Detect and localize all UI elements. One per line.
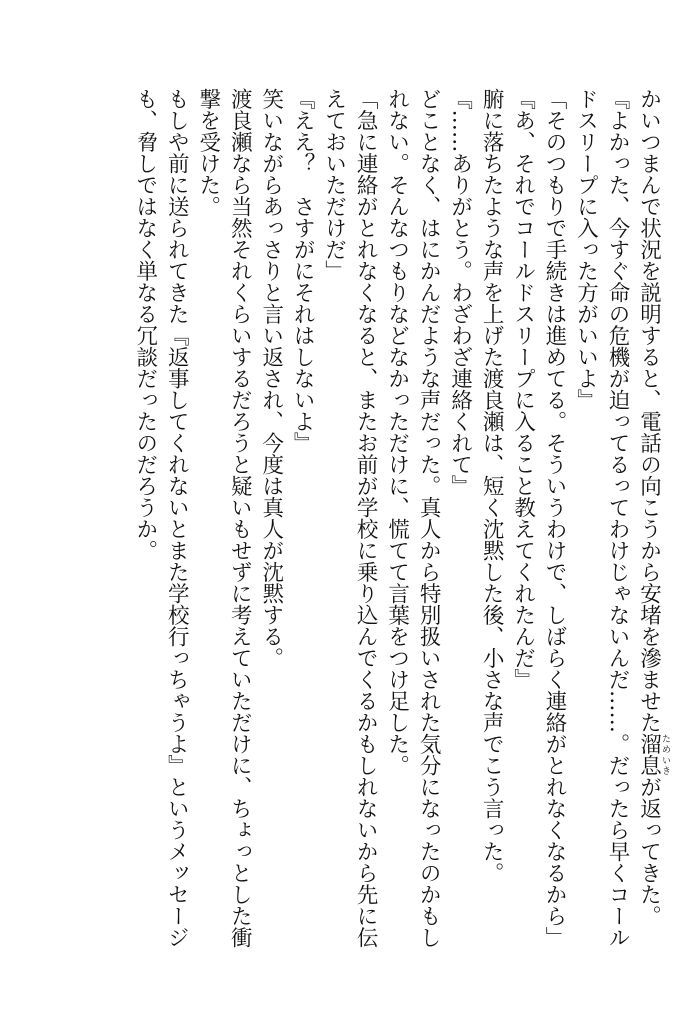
paragraph-1-text: かいつまんで状況を説明すると、電話の向こうから安堵を滲ませた [636, 88, 662, 733]
ruby-tameiki [636, 733, 670, 776]
paragraph-3: 「そのつもりで手続きは進めてる。そういうわけで、しばらく連絡がとれなくなるから」 [542, 88, 568, 948]
paragraph-5: 腑に落ちたような声を上げた渡良瀬は、短く沈黙した後、小さな声でこう言った。 [479, 88, 505, 884]
paragraph-8: 「急に連絡がとれなくなると、またお前が学校に乗り込んでくるかもしれないから先に伝えておいただけだ」 [321, 88, 379, 948]
paragraph-6: 『……ありがとう。わざわざ連絡くれて』 [447, 88, 473, 497]
paragraph-9: 『ええ？ さすがにそれはしないよ』 [290, 88, 316, 454]
paragraph-10: 笑いながらあっさりと言い返され、今度は真人が沈黙する。 [258, 88, 284, 669]
paragraph-7: どことなく、はにかんだような声だった。真人から特別扱いされた気分になったのかもしれない。そんなつもりなどなかっただけに、慌てて言葉をつけ足した。 [384, 88, 442, 948]
paragraph-1 [633, 88, 670, 968]
ruby-reading: ためいき [660, 733, 670, 776]
vertical-text-body [129, 88, 670, 968]
ruby-base: 溜息 [636, 733, 662, 776]
paragraph-12: もしや前に送られてきた『返事してくれないとまた学校行っちゃうよ』というメッセージも、脅しではなく単なる冗談だったのだろうか。 [132, 88, 190, 948]
paragraph-2: 『よかった、今すぐ命の危機が迫ってるってわけじゃないんだ……。だったら早くコールドスリープに入った方がいいよ』 [573, 88, 631, 948]
paragraph-4: 『あ、それでコールドスリープに入ること教えてくれたんだ』 [510, 88, 536, 690]
paragraph-1-tail: が返ってきた。 [636, 776, 662, 927]
paragraph-11: 渡良瀬なら当然それくらいするだろうと疑いもせずに考えていただけに、ちょっとした衝撃を受けた。 [195, 88, 253, 948]
